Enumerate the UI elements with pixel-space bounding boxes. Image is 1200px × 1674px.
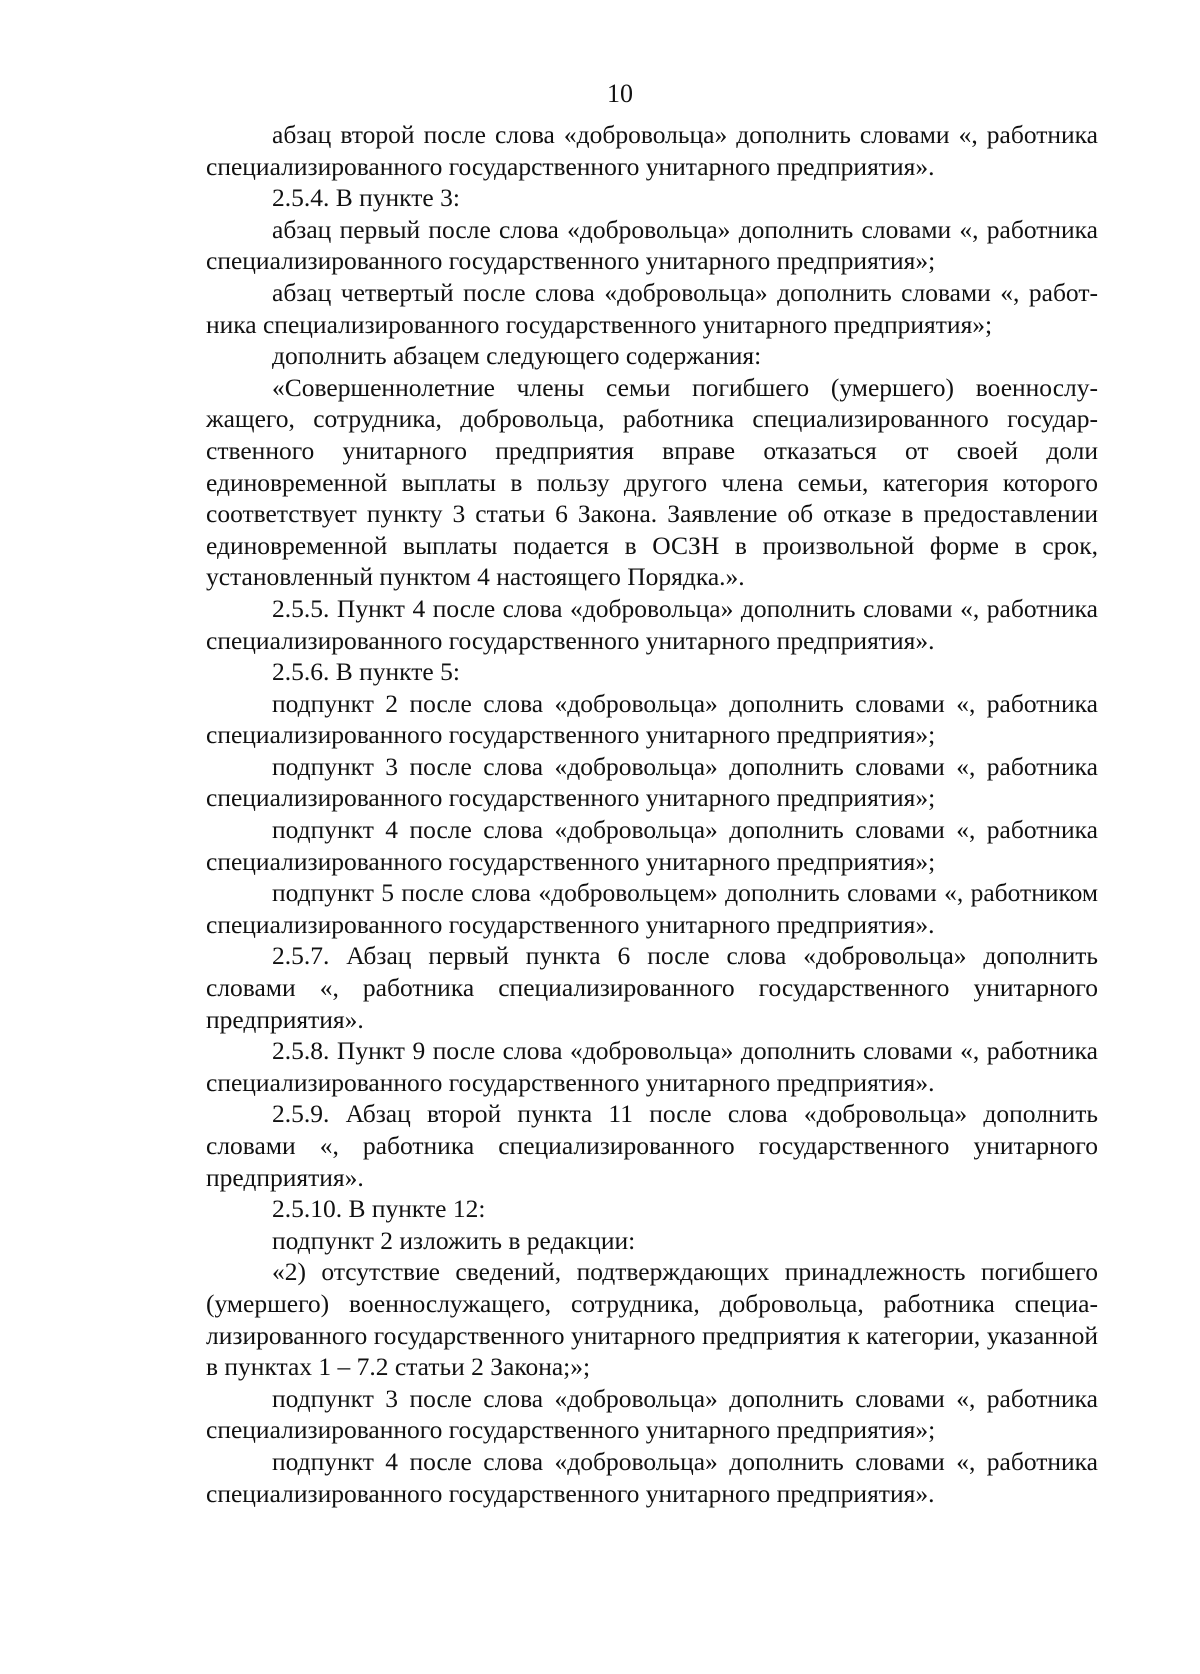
page-number: 10 [607,79,633,108]
section-heading: 2.5.6. В пункте 5: [272,657,460,687]
paragraph: подпункт 3 после слова «добровольца» дополнить словами «, работника специализированного государственного унитарного предприятия»; [206,751,1098,813]
paragraph: абзац второй после слова «добровольца» дополнить словами «, работника специализированного государственного унитарного предприятия». [206,120,1098,181]
document-body [206,119,1098,1509]
paragraph: подпункт 5 после слова «добровольцем» дополнить словами «, работником специализированного государственного унитарного предприятия». [206,878,1098,939]
paragraph: дополнить абзацем следующего содержания: [272,341,762,371]
section-heading: 2.5.4. В пункте 3: [272,183,460,213]
paragraph: абзац первый после слова «добровольца» дополнить словами «, работника специализированного государственного унитарного предприятия»; [206,214,1098,276]
paragraph: подпункт 4 после слова «добровольца» дополнить словами «, работника специализированного государственного унитарного предприятия». [206,1446,1098,1508]
paragraph: 2.5.9. Абзац второй пункта 11 после слова «добровольца» дополнить словами «, работника специализированного государственного унитарного предприятия». [206,1099,1098,1192]
paragraph: подпункт 2 изложить в редакции: [272,1225,636,1255]
paragraph: 2.5.5. Пункт 4 после слова «добровольца» дополнить словами «, работника специализированного государственного унитарного предприятия». [206,593,1098,655]
paragraph: подпункт 4 после слова «добровольца» дополнить словами «, работника специализированного государственного унитарного предприятия»; [206,815,1098,876]
quoted-paragraph: «Совершеннолетние члены семьи погибшего (умершего) военнослужащего, сотрудника, добровольца, работника специализированного государственного унитарного предприятия вправе отказаться от своей доли единовременной выплаты в пользу другого члена семьи, категория которого соответствует пункту 3 статьи 6 Закона. Заявление об отказе в предоставлении единовременной выплаты подается в ОСЗН в произвольной форме в срок, установленный пунктом 4 настоящего Порядка.». [206,372,1098,592]
paragraph: подпункт 3 после слова «добровольца» дополнить словами «, работника специализированного государственного унитарного предприятия»; [206,1383,1098,1445]
section-heading: 2.5.10. В пункте 12: [272,1194,486,1224]
paragraph: 2.5.7. Абзац первый пункта 6 после слова «добровольца» дополнить словами «, работника специализированного государственного унитарного предприятия». [206,941,1098,1034]
paragraph: подпункт 2 после слова «добровольца» дополнить словами «, работника специализированного государственного унитарного предприятия»; [206,688,1098,750]
paragraph: 2.5.8. Пункт 9 после слова «добровольца» дополнить словами «, работника специализированного государственного унитарного предприятия». [206,1036,1098,1097]
quoted-paragraph: «2) отсутствие сведений, подтверждающих принадлежность погибшего (умершего) военнослужащего, сотрудника, добровольца, работника специализированного государственного унитарного предприятия к категории, указанной в пунктах 1 – 7.2 статьи 2 Закона;»; [206,1257,1098,1382]
paragraph: абзац четвертый после слова «добровольца» дополнить словами «, работника специализированного государственного унитарного предприятия»; [206,277,1098,339]
